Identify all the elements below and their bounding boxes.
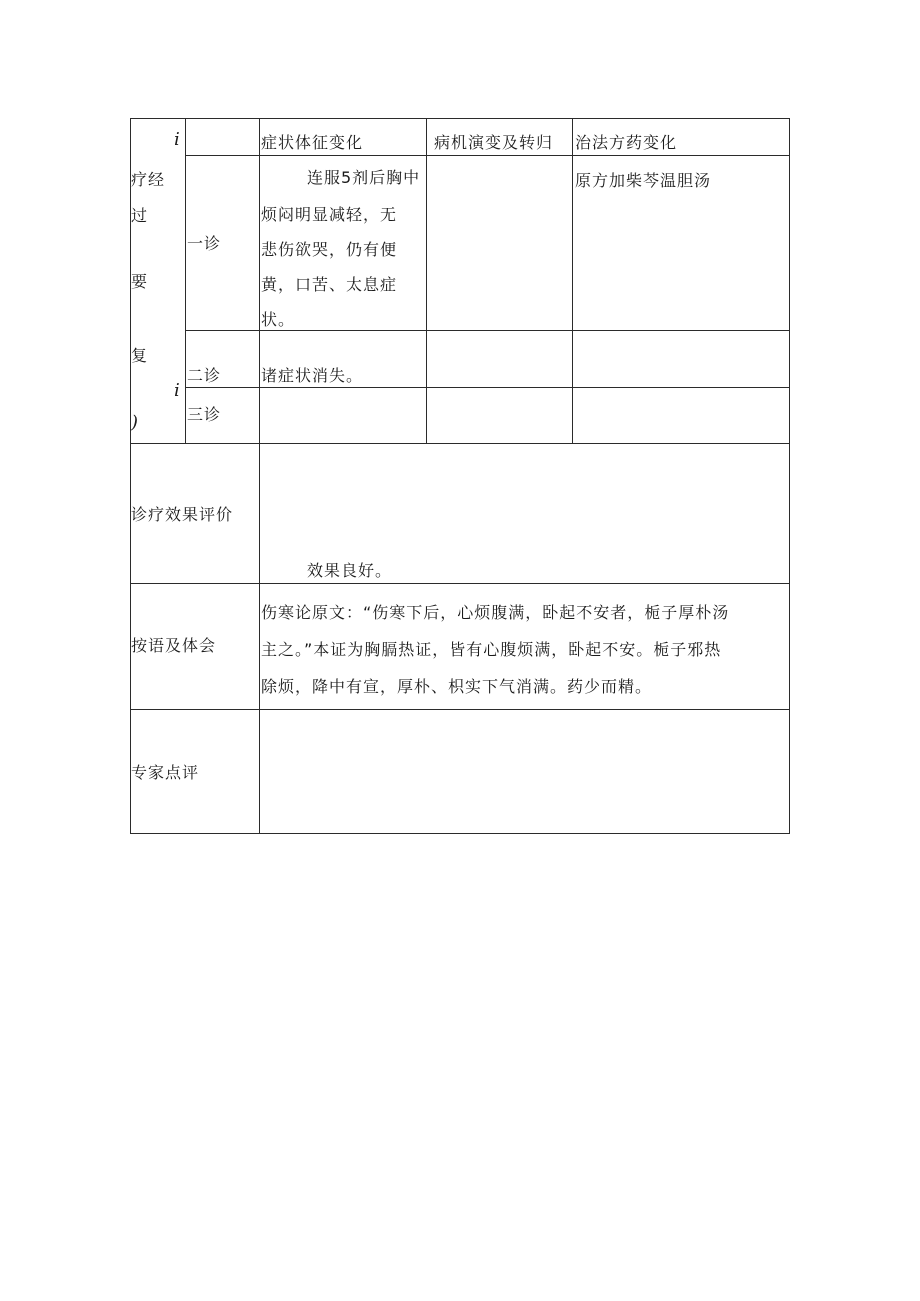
notes-bottom-divider: [130, 709, 790, 710]
header-symptoms: 症状体征变化: [261, 133, 364, 152]
side-label-line-1: 疗经: [131, 170, 166, 189]
side-mark-top: i: [174, 129, 180, 150]
label-column-line: [259, 118, 260, 834]
visit1-symptom-line-4: 黄，口苦、太息症: [261, 275, 398, 294]
table-border-bottom: [130, 833, 790, 834]
notes-line-1: 伤寒论原文：“伤寒下后，心烦腹满，卧起不安者，栀子厚朴汤: [261, 603, 730, 622]
visit-label-column-line: [185, 118, 186, 444]
visit1-symptom-line-3: 悲伤欲哭，仍有便: [261, 240, 398, 259]
visit2-divider: [185, 387, 790, 388]
header-treatment: 治法方药变化: [575, 133, 678, 152]
notes-line-3: 除烦，降中有宣，厚朴、枳实下气消满。药少而精。: [261, 677, 653, 696]
process-bottom-divider: [130, 443, 790, 444]
visit-label-2: 二诊: [187, 366, 222, 385]
evaluation-label: 诊疗效果评价: [131, 505, 234, 524]
header-divider: [185, 155, 790, 156]
notes-line-2: 主之。”本证为胸膈热证，皆有心腹烦满，卧起不安。栀子邪热: [261, 640, 722, 659]
side-label-line-4: 复: [131, 346, 149, 365]
visit1-symptom-line-1: 连服5剂后胸中: [307, 168, 421, 187]
side-mark-bottom: ): [131, 412, 139, 433]
table-border-right: [789, 118, 790, 834]
pathogenesis-column-line: [572, 118, 573, 444]
visit-label-3: 三诊: [187, 405, 222, 424]
visit1-symptom-line-2: 烦闷明显减轻，无: [261, 205, 398, 224]
notes-label: 按语及体会: [131, 636, 217, 655]
side-mark-middle: i: [174, 380, 180, 401]
visit2-symptom: 诸症状消失。: [261, 366, 364, 385]
visit1-treatment: 原方加柴芩温胆汤: [575, 171, 712, 190]
visit1-symptom-line-5: 状。: [261, 310, 296, 329]
symptom-column-line: [426, 118, 427, 444]
table-border-top: [130, 118, 790, 119]
expert-label: 专家点评: [131, 763, 200, 782]
visit-label-1: 一诊: [187, 234, 222, 253]
visit1-divider: [185, 330, 790, 331]
header-pathogenesis: 病机演变及转归: [434, 133, 554, 152]
evaluation-text: 效果良好。: [307, 561, 393, 580]
evaluation-bottom-divider: [130, 583, 790, 584]
side-label-line-3: 要: [131, 272, 149, 291]
side-label-line-2: 过: [131, 206, 149, 225]
